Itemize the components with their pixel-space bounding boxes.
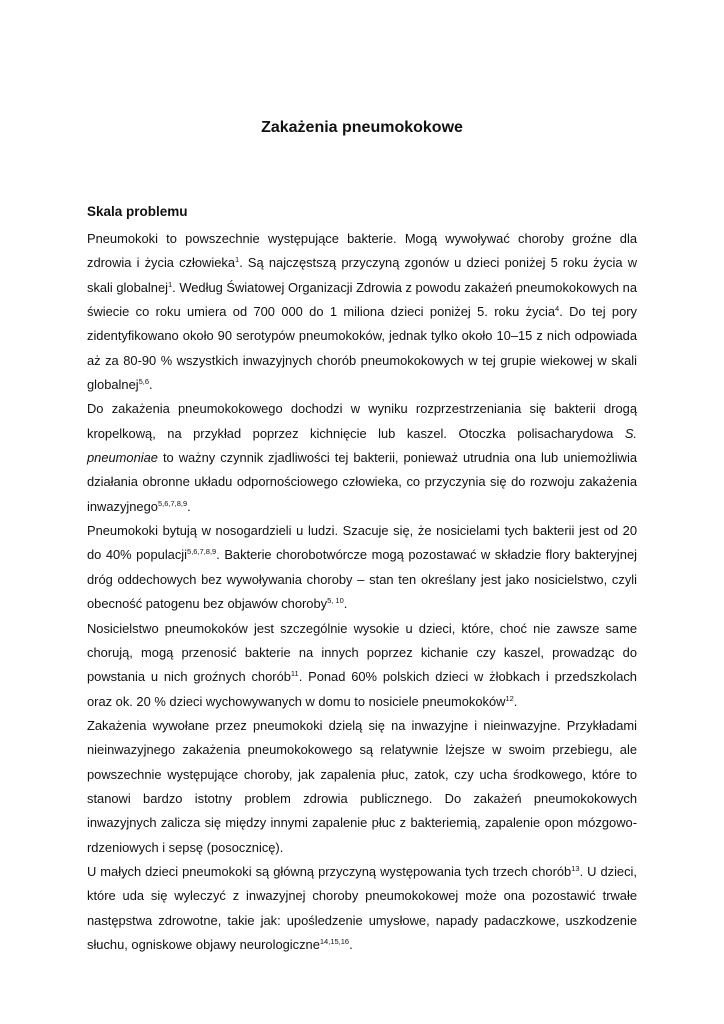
footnote-reference: 1 [167,279,173,289]
footnote-reference: 5, 10 [327,596,344,606]
document-body [87,227,637,957]
footnote-reference: 14,15,16 [319,936,350,946]
paragraph [87,397,637,519]
paragraph-text: Pneumokoki to powszechnie występujące bakterie. Mogą wywoływać choroby groźne dla zdrowia i życia człowieka [87,231,637,271]
footnote-reference: 5,6 [138,377,150,387]
footnote-reference: 5,6,7,8,9 [157,498,188,508]
paragraph-text: to ważny czynnik zjadliwości tej bakterii, ponieważ utrudnia ona lub uniemożliwia działania obronne układu odpornościowego człowieka, co przyczynia się do rozwoju zakażenia inwazyjnego [87,450,637,514]
paragraph-text: . Bakterie chorobotwórcze mogą pozostawać w składzie flory bakteryjnej dróg oddechowych bez wywoływania choroby – stan ten określany jest jako nosicielstwo, czyli obecność patogenu bez objawów choroby [87,547,637,612]
paragraph-text: . [349,936,353,952]
footnote-reference: 1 [235,255,240,265]
paragraph-text: Do zakażenia pneumokokowego dochodzi w wyniku rozprzestrzeniania się bakterii drogą kropelkową, na przykład poprzez kichnięcie lub kaszel. Otoczka polisacharydowa [87,401,637,441]
footnote-reference: 4 [555,304,560,314]
section-heading: Skala problemu [87,204,188,219]
paragraph-text: . [149,377,153,393]
paragraph-text: Zakażenia wywołane przez pneumokoki dzielą się na inwazyjne i nieinwazyjne. Przykładami nieinwazyjnego zakażenia pneumokokowego są relatywnie lżejsze w swoim przebiegu, ale powszechnie występujące choroby, jak zapalenia płuc, zatok, czy ucha środkowego, które to stanowi bardzo istotny problem zdrowia publicznego. Do zakażeń pneumokokowych inwazyjnych zalicza się między innymi zapalenie płuc z bakteriemią, zapalenie opon mózgowo-rdzeniowych i sepsę (posocznicę). [87,717,637,855]
paragraph [87,617,637,714]
paragraph-text: Pneumokoki bytują w nosogardzieli u ludzi. Szacuje się, że nosicielami tych bakterii jest od 20 do 40% populacji [87,523,637,563]
document-title: Zakażenia pneumokokowe [261,119,463,136]
paragraph-text: U małych dzieci pneumokoki są główną przyczyną występowania tych trzech chorób [87,863,572,879]
paragraph-text: . [187,498,191,514]
paragraph-text: . Według Światowej Organizacji Zdrowia z powodu zakażeń pneumokokowych na świecie co roku umiera od 700 000 do 1 miliona dzieci poniżej 5. roku życia [87,279,637,320]
paragraph [87,714,637,860]
paragraph [87,519,637,616]
footnote-reference: 11 [290,669,299,679]
paragraph [87,860,637,957]
paragraph-text: . Do tej pory zidentyfikowano około 90 serotypów pneumokoków, jednak tylko około 10–15 z nich odpowiada aż za 80-90 % wszystkich inwazyjnych chorób pneumokokowych w tej grupie wiekowej w skali globalnej [87,304,637,393]
footnote-reference: 13 [571,863,580,873]
footnote-reference: 12 [505,693,514,703]
paragraph-text: . Ponad 60% polskich dzieci w żłobkach i przedszkolach oraz ok. 20 % dzieci wychowywanych w domu to nosiciele pneumokoków [87,669,637,709]
paragraph [87,227,637,397]
paragraph-text: Nosicielstwo pneumokoków jest szczególnie wysokie u dzieci, które, choć nie zawsze same chorują, mogą przenosić bakterie na innych poprzez kichanie czy kaszel, prowadząc do powstania u nich groźnych chorób [87,620,637,685]
paragraph-text: . Są najczęstszą przyczyną zgonów u dzieci poniżej 5 roku życia w skali globalnej [87,255,637,295]
italic-term: S. pneumoniae [87,425,637,466]
paragraph-text: . U dzieci, które uda się wyleczyć z inwazyjnej choroby pneumokokowej może ona pozostawić trwałe następstwa zdrowotne, takie jak: upośledzenie umysłowe, napady padaczkowe, uszkodzenie słuchu, ogniskowe objawy neurologiczne [87,863,637,952]
paragraph-text: . [343,596,348,612]
paragraph-text: . [513,693,518,709]
footnote-reference: 5,6,7,8,9 [187,547,217,557]
